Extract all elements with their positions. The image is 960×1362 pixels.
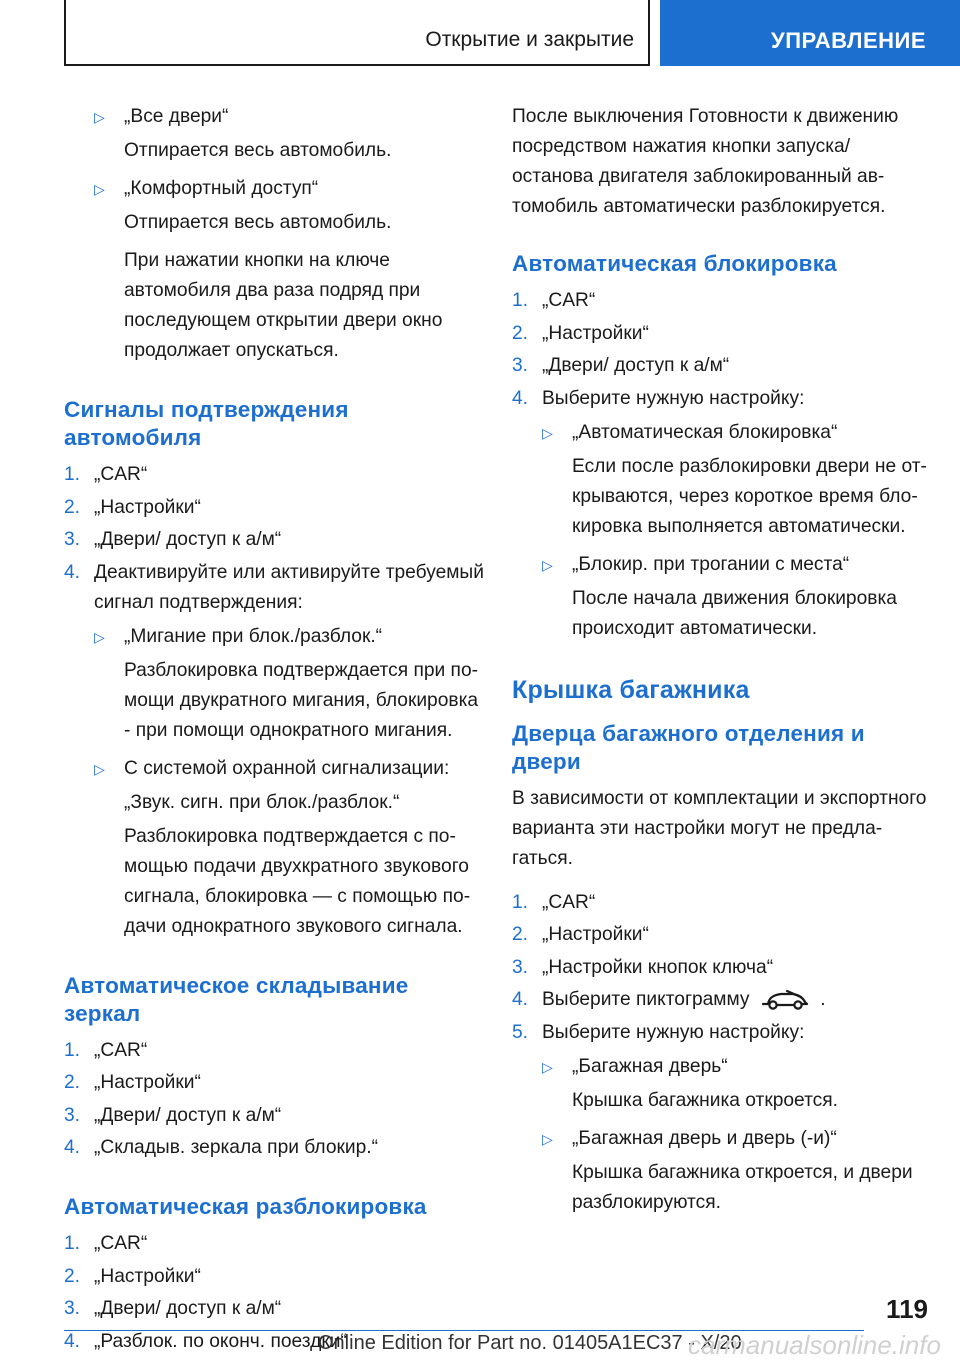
header-chapter-title: УПРАВЛЕНИЕ (771, 28, 926, 53)
trunk-steps (512, 888, 932, 1048)
bullet-item: ▷ „Багажная дверь“ (512, 1052, 932, 1082)
list-item: 2. „Настройки“ (64, 1072, 201, 1093)
page-number: 119 (886, 1294, 928, 1324)
heading-auto-unlock: Автоматическая разблокировка (64, 1194, 427, 1219)
list-item: 3. „Настройки кнопок ключа“ (512, 956, 774, 978)
bullet-triangle-icon: ▷ (94, 760, 105, 777)
lock-bullets (512, 418, 932, 448)
heading-auto-lock: Автоматическая блокировка (512, 251, 837, 276)
header-section-title: Открытие и закрытие (425, 28, 634, 51)
header-chapter-box (660, 0, 960, 66)
bullet-item: ▷ „Багажная дверь и дверь (-и)“ (512, 1124, 932, 1154)
list-item: 2. „Настройки“ (64, 496, 201, 518)
bullet-item: ▷ С системой охранной сигнализации: (64, 754, 484, 784)
list-item: 3. „Двери/ доступ к а/м“ (64, 529, 282, 550)
doors-bullets (64, 102, 484, 132)
bullet-triangle-icon: ▷ (542, 1130, 553, 1147)
bullet-item: ▷ „Блокир. при трогании с места“ (512, 550, 932, 580)
right-column (512, 102, 932, 1218)
list-item: 1. „CAR“ (64, 1039, 148, 1061)
header-section-box (64, 0, 650, 66)
footer-edition: Online Edition for Part no. 01405A1EC37 - X/20 (318, 1332, 742, 1354)
trunk-bullets (512, 1052, 932, 1082)
drive-lock-bullets (512, 550, 932, 580)
list-item: 4. Деактивируйте или активируйте требуемый сигнал подтверждения: (64, 561, 484, 613)
list-item: 4. Выберите пиктограмму . (512, 985, 932, 1015)
bullet-item: ▷ „Все двери“ (64, 102, 484, 132)
bullet-triangle-icon: ▷ (542, 556, 553, 573)
trunk-doors-bullets (512, 1124, 932, 1154)
bullet-text: После начала движения блокировка происходит автоматически. (572, 587, 897, 639)
bullet-text: Крышка багажника откроется, и двери разблокируются. (572, 1161, 913, 1213)
heading-trunk-doors: Дверца багажного отделения и двери (512, 720, 865, 774)
signals-bullets (64, 622, 484, 652)
bullet-triangle-icon: ▷ (542, 1058, 553, 1075)
list-item: 1. „CAR“ (512, 290, 596, 311)
heading-mirrors: Автоматическое складывание зеркал (64, 972, 409, 1026)
bullet-triangle-icon: ▷ (94, 628, 105, 645)
list-item: 1. „CAR“ (64, 1233, 148, 1254)
list-item: 3. „Двери/ доступ к а/м“ (64, 1298, 282, 1319)
bullet-text: Крышка багажника откроется. (572, 1089, 838, 1111)
alarm-bullets (64, 754, 484, 784)
bullet-text: Отпирается весь автомобиль. (124, 212, 392, 233)
left-column (64, 102, 484, 1359)
page-header (0, 0, 960, 66)
bullet-triangle-icon: ▷ (94, 109, 105, 125)
mirrors-steps (64, 1036, 484, 1164)
bullet-text: Если после разблокировки двери не открываются, через короткое время блокировка выполняется автоматически. (572, 455, 927, 537)
list-item: 2. „Настройки“ (64, 1265, 201, 1287)
bullet-text: Разблокировка подтверждается при помощи двукратного мигания, блокировка - при помощи однократного мигания. (124, 659, 479, 741)
heading-signals: Сигналы подтверждения автомобиля (64, 397, 349, 450)
list-item: 3. „Двери/ доступ к а/м“ (64, 1104, 282, 1126)
list-item: 3. „Двери/ доступ к а/м“ (512, 355, 730, 376)
list-item: 4. „Разблок. по оконч. поездки“ (64, 1330, 347, 1352)
list-item: 1. „CAR“ (512, 891, 596, 913)
lock-steps (512, 286, 932, 414)
intro-paragraph: После выключения Готовности к движению посредством нажатия кнопки запуска/ останова двигателя заблокированный автомобиль автоматически разблокируется. (512, 106, 899, 217)
list-item: 1. „CAR“ (64, 464, 148, 485)
bullet-text: „Звук. сигн. при блок./разблок.“ (124, 791, 400, 813)
list-item: 5. Выберите нужную настройку: (512, 1021, 805, 1043)
bullet-text: При нажатии кнопки на ключе автомобиля два раза подряд при последующем открытии двери окно продолжает опускаться. (124, 250, 443, 361)
heading-trunk: Крышка багажника (512, 675, 750, 704)
bullet-text: Отпирается весь автомобиль. (124, 140, 392, 161)
bullet-item: ▷ „Автоматическая блокировка“ (512, 418, 932, 448)
signals-steps (64, 460, 484, 618)
bullet-item: ▷ „Мигание при блок./разблок.“ (64, 622, 484, 652)
list-item: 4. „Складыв. зеркала при блокир.“ (64, 1137, 378, 1158)
list-item: 2. „Настройки“ (512, 322, 649, 344)
comfort-bullets (64, 174, 484, 204)
watermark: carmanualsonline.info (688, 1330, 941, 1360)
bullet-triangle-icon: ▷ (94, 181, 105, 197)
bullet-triangle-icon: ▷ (542, 424, 553, 441)
car-trunk-icon (759, 987, 811, 1013)
trunk-intro-paragraph: В зависимости от комплектации и экспортного варианта эти настройки могут не предлагаться. (512, 787, 927, 869)
bullet-text: Разблокировка подтверждается с помощью подачи двухкратного звукового сигнала, блокировка — с помощью подачи однократного звукового сигнала. (124, 825, 471, 937)
list-item: 2. „Настройки“ (512, 924, 649, 945)
bullet-item: ▷ „Комфортный доступ“ (64, 174, 484, 204)
list-item: 4. Выберите нужную настройку: (512, 387, 805, 409)
